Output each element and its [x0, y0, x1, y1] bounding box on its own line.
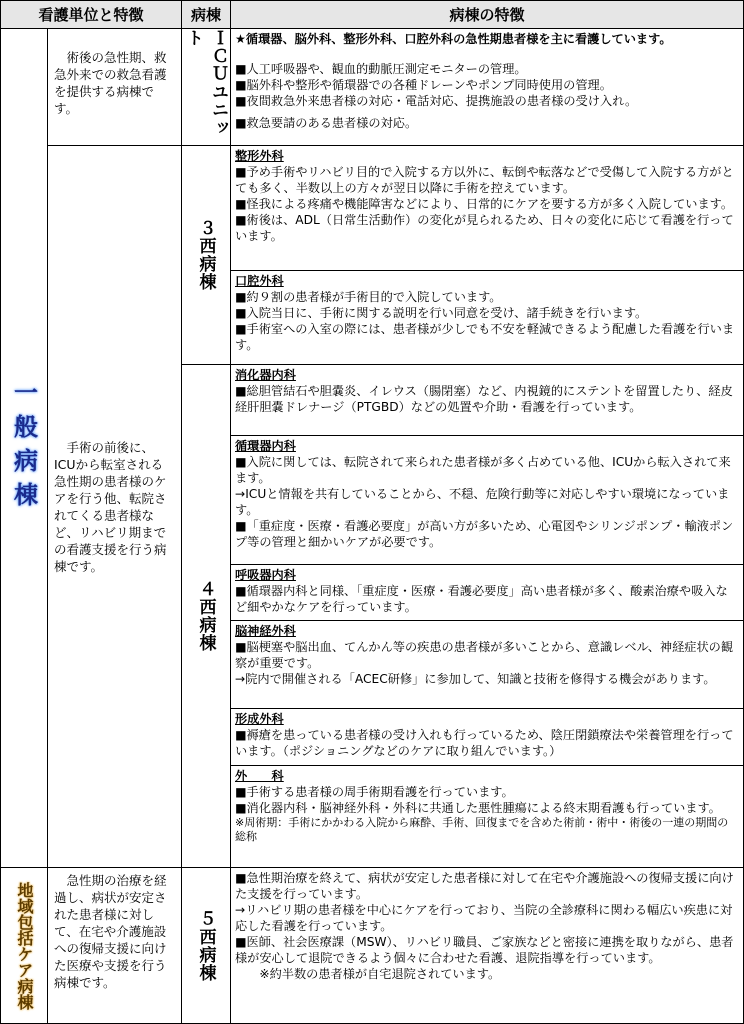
feature-line: ■脳梗塞や脳出血、てんかん等の疾患の患者様が多いことから、意識レベル、神経症状の観察が重要です。: [235, 640, 734, 670]
west4-gastro: [230, 364, 744, 436]
feature-line: ■手術室への入室の際には、患者様が少しでも不安を軽減できるよう配慮した看護を行います。: [235, 322, 735, 352]
feature-line: →院内で開催される「ACEC研修」に参加して、知識と技術を修得する機会があります。: [235, 672, 716, 686]
icu-line: ■人工呼吸器や、観血的動脈圧測定モニターの管理。: [235, 62, 527, 76]
west3-ortho: [230, 145, 744, 271]
feature-line: →リハビリ期の患者様を中心にケアを行っており、当院の全診療科に関わる幅広い疾患に対応した看護を行っています。: [235, 903, 733, 933]
west5-ward-name: ５西病棟: [181, 867, 231, 1024]
acute-description: [47, 145, 182, 868]
icu-ward-name: ＩＣＵユニット: [181, 28, 231, 146]
feature-line: ■怪我による疼痛や機能障害などにより、日常的にケアを要する方が多く入院しています。: [235, 197, 734, 211]
feature-line: ※約半数の患者様が自宅退院されています。: [235, 967, 501, 981]
acute-description-text: 手術の前後に、ICUから転室される急性期の患者様のケアを行う他、転院されてくる患者様など、リハビリ期までの看護支援を行う病棟です。: [54, 439, 167, 574]
section-head: 消化器内科: [235, 368, 296, 382]
community-ward-description: 急性期の治療を経過し、病状が安定された患者様に対して、在宅や介護施設への復帰支援に向けた医療や支援を行う病棟です。: [47, 867, 182, 1024]
section-head: 呼吸器内科: [235, 568, 296, 582]
feature-line: ■約９割の患者様が手術目的で入院しています。: [235, 290, 502, 304]
feature-line: ■「重症度・医療・看護必要度」が高い方が多いため、心電図やシリンジポンプ・輸液ポンプ等の管理と細かいケアが必要です。: [235, 519, 734, 549]
feature-note: ※周術期：手術にかかわる入院から麻酔、手術、回復までを含めた術前・術中・術後の一連の期間の総称: [235, 816, 729, 843]
west4-surgery: [230, 765, 744, 868]
west4-ward-name: ４西病棟: [181, 364, 231, 868]
feature-line: ■予め手術やリハビリ目的で入院する方以外に、転倒や転落などで受傷して入院する方がとても多く、半数以上の方々が翌日以降に手術を控えています。: [235, 165, 734, 195]
header-unit-feature: 看護単位と特徴: [0, 0, 182, 29]
west5-features: [230, 867, 744, 1024]
section-head: 形成外科: [235, 712, 284, 726]
west4-plastic: [230, 708, 744, 766]
west3-oral: [230, 270, 744, 365]
feature-line: →ICUと情報を共有していることから、不穏、危険行動等に対応しやすい環境になっています。: [235, 487, 730, 517]
section-head: 脳神経外科: [235, 624, 296, 638]
feature-line: ■入院当日に、手術に関する説明を行い同意を受け、諸手続きを行います。: [235, 306, 648, 320]
general-ward-label: 一般病棟: [9, 380, 38, 516]
section-head: 外 科: [235, 769, 284, 783]
community-ward-label: 地域包括ケア病棟: [15, 881, 34, 1010]
west4-cardio: [230, 435, 744, 565]
icu-line: ★循環器、脳外科、整形外科、口腔外科の急性期患者様を主に看護しています。: [235, 32, 672, 46]
west4-respiratory: [230, 564, 744, 621]
section-head: 循環器内科: [235, 439, 296, 453]
west3-ward-name: ３西病棟: [181, 145, 231, 365]
feature-line: ■入院に関しては、転院されて来られた患者様が多く占めている他、ICUから転入されて来ます。: [235, 455, 731, 485]
icu-features: [230, 28, 744, 146]
icu-line: ■夜間救急外来患者様の対応・電話対応、提携施設の患者様の受け入れ。: [235, 94, 638, 108]
icu-line: ■脳外科や整形や循環器での各種ドレーンやポンプ同時使用の管理。: [235, 78, 612, 92]
section-head: 口腔外科: [235, 274, 284, 288]
icu-line: ■救急要請のある患者様の対応。: [235, 116, 418, 130]
feature-line: ■医師、社会医療課（MSW）、リハビリ職員、ご家族などと密接に連携を取りながら、患者様が安心して退院できるよう個々に合わせた看護、退院指導を行っています。: [235, 935, 734, 965]
section-head: 整形外科: [235, 149, 284, 163]
header-ward-feature: 病棟の特徴: [230, 0, 744, 29]
feature-line: ■総胆管結石や胆嚢炎、イレウス（腸閉塞）など、内視鏡的にステントを留置したり、経皮経肝胆嚢ドレナージ（PTGBD）などの処置や介助・看護を行っています。: [235, 384, 733, 414]
feature-line: ■急性期治療を終えて、病状が安定した患者様に対して在宅や介護施設への復帰支援に向けた支援を行っています。: [235, 871, 734, 901]
general-ward-label-cell: [0, 28, 48, 868]
west4-neuro: [230, 620, 744, 709]
community-ward-label-cell: [0, 867, 48, 1024]
icu-description: 術後の急性期、救急外来での救急看護を提供する病棟です。: [47, 28, 182, 146]
feature-line: ■術後は、ADL（日常生活動作）の変化が見られるため、日々の変化に応じて看護を行っています。: [235, 213, 734, 243]
feature-line: ■循環器内科と同様、「重症度・医療・看護必要度」高い患者様が多く、酸素治療や吸入など細やかなケアを行っています。: [235, 584, 728, 614]
header-ward: 病棟: [181, 0, 231, 29]
feature-line: ■消化器内科・脳神経外科・外科に共通した悪性腫瘍による終末期看護も行っています。: [235, 801, 721, 815]
feature-line: ■褥瘡を患っている患者様の受け入れも行っているため、陰圧閉鎖療法や栄養管理を行っています。（ポジショニングなどのケアに取り組んでいます。）: [235, 728, 734, 758]
feature-line: ■手術する患者様の周手術期看護を行っています。: [235, 785, 514, 799]
